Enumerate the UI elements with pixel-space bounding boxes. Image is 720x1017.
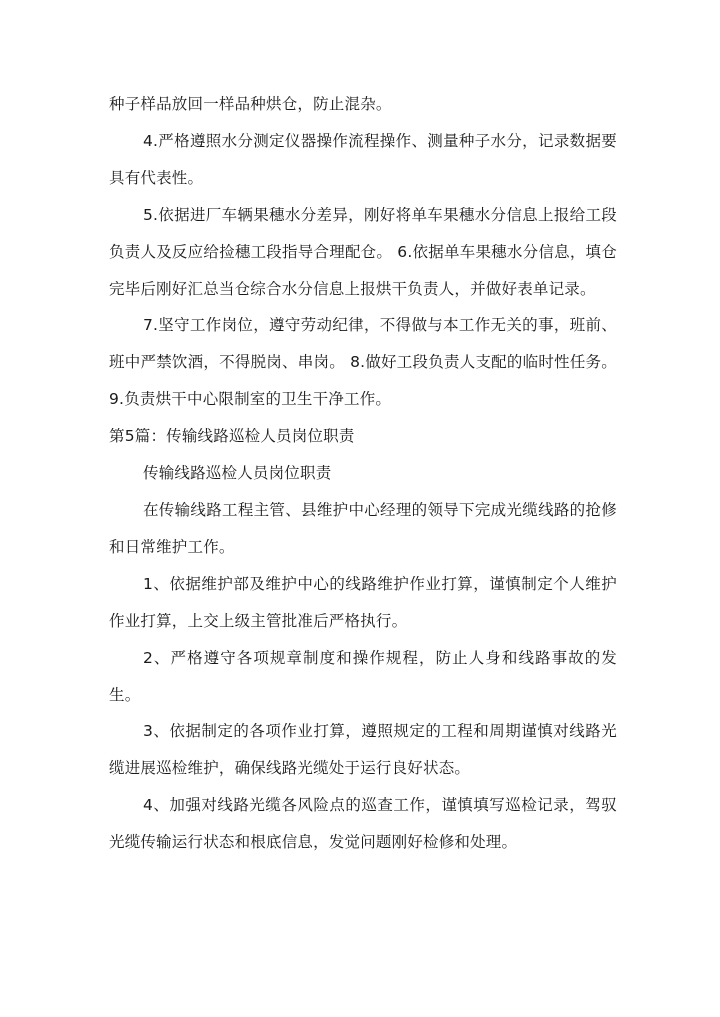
section-subtitle: 传输线路巡检人员岗位职责 <box>143 464 332 483</box>
paragraph-seed-sample: 种子样品放回一样品种烘仓，防止混杂。 <box>109 95 392 113</box>
paragraph-duty-3: 3、依据制定的各项作业打算，遵照规定的工程和周期谨慎对线路光缆进展巡检维护，确保线路光缆处于运行良好状态。 <box>109 722 617 778</box>
section-heading: 第5篇：传输线路巡检人员岗位职责 <box>109 427 355 446</box>
paragraph-item-4: 4.严格遵照水分测定仪器操作流程操作、测量种子水分，记录数据要具有代表性。 <box>109 131 617 187</box>
paragraph-item-7-8-9: 7.坚守工作岗位，遵守劳动纪律，不得做与本工作无关的事，班前、班中严禁饮酒，不得脱岗、串岗。 8.做好工段负责人支配的临时性任务。 9.负责烘干中心限制室的卫生干净工作。 <box>109 316 617 409</box>
paragraph-item-5-6: 5.依据进厂车辆果穗水分差异，刚好将单车果穗水分信息上报给工段负责人及反应给捡穗工段指导合理配仓。 6.依据单车果穗水分信息，填仓完毕后刚好汇总当仓综合水分信息上报烘干负责人，并做好表单记录。 <box>109 205 617 298</box>
paragraph-duty-1: 1、依据维护部及维护中心的线路维护作业打算，谨慎制定个人维护作业打算，上交上级主管批准后严格执行。 <box>109 574 617 630</box>
paragraph-duty-2: 2、严格遵守各项规章制度和操作规程，防止人身和线路事故的发生。 <box>109 648 617 704</box>
paragraph-duty-4: 4、加强对线路光缆各风险点的巡查工作，谨慎填写巡检记录，驾驭光缆传输运行状态和根底信息，发觉问题刚好检修和处理。 <box>109 796 617 852</box>
paragraph-intro: 在传输线路工程主管、县维护中心经理的领导下完成光缆线路的抢修和日常维护工作。 <box>109 500 617 556</box>
document-body <box>109 86 617 861</box>
